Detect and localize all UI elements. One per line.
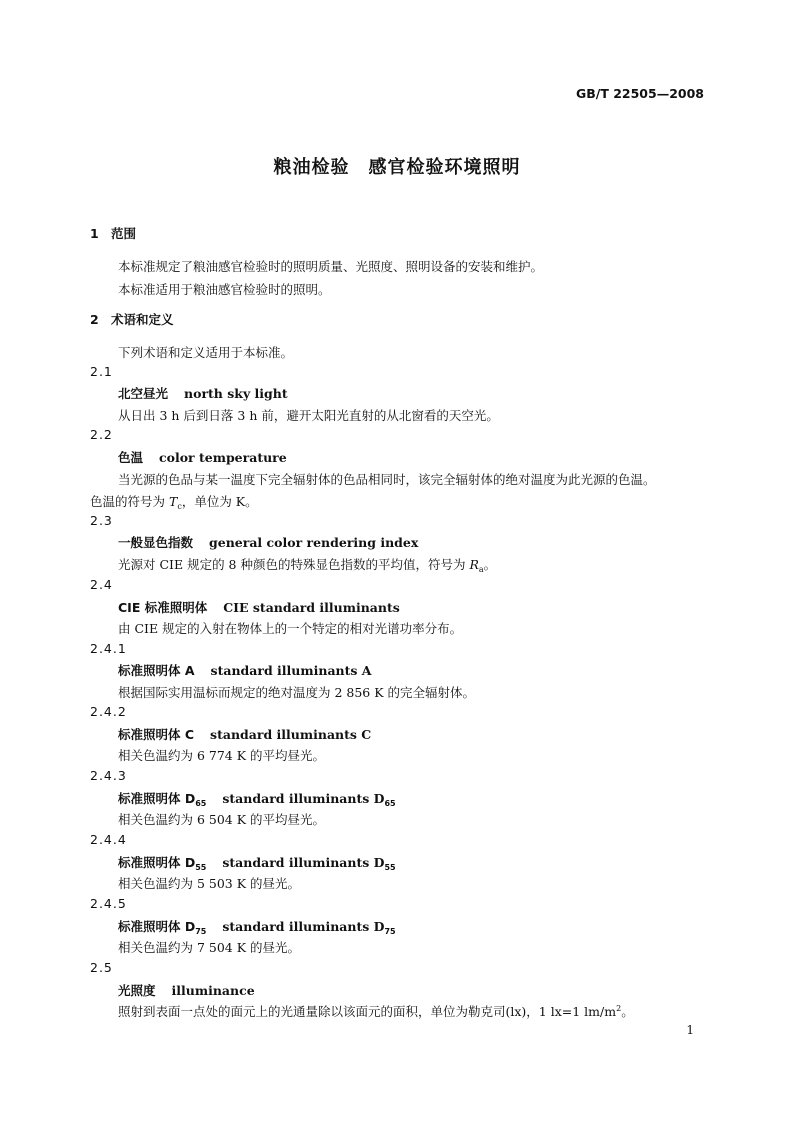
term-subscript: 75 bbox=[195, 927, 207, 936]
superscript: 2 bbox=[616, 1003, 622, 1013]
term-zh: 标准照明体 D bbox=[118, 919, 196, 934]
term-heading bbox=[118, 533, 418, 551]
definition-continuation bbox=[90, 492, 258, 511]
term-zh: 标准照明体 D bbox=[118, 791, 196, 806]
clause-number: 2.4 bbox=[90, 577, 113, 592]
clause-number: 2.4.4 bbox=[90, 832, 127, 847]
clause-number: 2.2 bbox=[90, 427, 113, 442]
definition: 相关色温约为 7 504 K 的昼光。 bbox=[118, 940, 301, 955]
text: 照射到表面一点处的面元上的光通量除以该面元的面积，单位为勒克司(lx)，1 lx=1 lm/m bbox=[118, 1004, 617, 1019]
section-2-heading bbox=[90, 310, 174, 328]
definition: 从日出 3 h 后到日落 3 h 前，避开太阳光直射的从北窗看的天空光。 bbox=[118, 408, 499, 423]
term-en: standard illuminants D bbox=[222, 791, 385, 806]
clause-number: 2.4.2 bbox=[90, 704, 127, 719]
page-title: 粮油检验 感官检验环境照明 bbox=[273, 157, 521, 178]
clause-number: 2.3 bbox=[90, 513, 113, 528]
term-en: standard illuminants D bbox=[222, 855, 385, 870]
symbol: R bbox=[469, 557, 479, 572]
term-en: standard illuminants A bbox=[210, 663, 372, 678]
section-number: 2 bbox=[90, 312, 99, 327]
text: 光源对 CIE 规定的 8 种颜色的特殊显色指数的平均值，符号为 bbox=[118, 557, 470, 572]
symbol: T bbox=[168, 494, 178, 509]
term-heading bbox=[118, 661, 372, 679]
term-subscript: 65 bbox=[195, 799, 207, 808]
term-en: standard illuminants C bbox=[210, 727, 372, 742]
definition bbox=[118, 1002, 634, 1020]
term-en: CIE standard illuminants bbox=[223, 600, 400, 615]
definition: 相关色温约为 6 504 K 的平均昼光。 bbox=[118, 812, 326, 827]
clause-number: 2.1 bbox=[90, 364, 113, 379]
term-en: illuminance bbox=[171, 983, 255, 998]
text: 。 bbox=[621, 1004, 634, 1019]
term-en-subscript: 65 bbox=[384, 799, 396, 808]
term-subscript: 55 bbox=[195, 863, 207, 872]
term-zh: 标准照明体 D bbox=[118, 855, 196, 870]
clause-number: 2.5 bbox=[90, 960, 113, 975]
paragraph: 下列术语和定义适用于本标准。 bbox=[118, 345, 294, 360]
section-number: 1 bbox=[90, 226, 99, 241]
symbol-subscript: a bbox=[478, 565, 484, 574]
text: 。 bbox=[483, 557, 497, 572]
term-heading bbox=[118, 448, 287, 466]
term-en: color temperature bbox=[159, 450, 287, 465]
text: ，单位为 K。 bbox=[181, 494, 258, 509]
term-zh: 标准照明体 C bbox=[118, 727, 195, 742]
definition: 当光源的色品与某一温度下完全辐射体的色品相同时，该完全辐射体的绝对温度为此光源的色温。 bbox=[118, 472, 656, 487]
text: 色温的符号为 bbox=[90, 494, 169, 509]
term-heading bbox=[118, 725, 371, 743]
term-zh: 标准照明体 A bbox=[118, 663, 195, 678]
term-en: north sky light bbox=[184, 386, 288, 401]
term-heading bbox=[118, 917, 396, 936]
term-en: general color rendering index bbox=[209, 535, 419, 550]
term-zh: 光照度 bbox=[118, 983, 156, 998]
definition: 相关色温约为 5 503 K 的昼光。 bbox=[118, 876, 301, 891]
term-en: standard illuminants D bbox=[222, 919, 385, 934]
page-number: 1 bbox=[686, 1023, 694, 1037]
term-heading bbox=[118, 384, 288, 402]
definition: 根据国际实用温标而规定的绝对温度为 2 856 K 的完全辐射体。 bbox=[118, 685, 476, 700]
paragraph: 本标准规定了粮油感官检验时的照明质量、光照度、照明设备的安装和维护。 bbox=[118, 259, 544, 274]
term-heading bbox=[118, 789, 396, 808]
section-title: 术语和定义 bbox=[111, 312, 174, 327]
term-zh: CIE 标准照明体 bbox=[118, 600, 208, 615]
term-heading bbox=[118, 981, 255, 999]
clause-number: 2.4.1 bbox=[90, 641, 127, 656]
term-zh: 色温 bbox=[118, 450, 144, 465]
definition bbox=[118, 555, 496, 574]
term-en-subscript: 55 bbox=[384, 863, 396, 872]
definition: 相关色温约为 6 774 K 的平均昼光。 bbox=[118, 748, 326, 763]
term-en-subscript: 75 bbox=[384, 927, 396, 936]
term-zh: 北空昼光 bbox=[118, 386, 169, 401]
section-title: 范围 bbox=[111, 226, 137, 241]
clause-number: 2.4.3 bbox=[90, 768, 127, 783]
clause-number: 2.4.5 bbox=[90, 896, 127, 911]
term-heading bbox=[118, 598, 400, 616]
standard-code: GB/T 22505—2008 bbox=[575, 86, 704, 101]
section-1-heading bbox=[90, 224, 136, 242]
term-heading bbox=[118, 853, 396, 872]
definition: 由 CIE 规定的入射在物体上的一个特定的相对光谱功率分布。 bbox=[118, 621, 463, 636]
symbol-subscript: c bbox=[177, 502, 182, 511]
paragraph: 本标准适用于粮油感官检验时的照明。 bbox=[118, 282, 331, 297]
term-zh: 一般显色指数 bbox=[118, 535, 194, 550]
